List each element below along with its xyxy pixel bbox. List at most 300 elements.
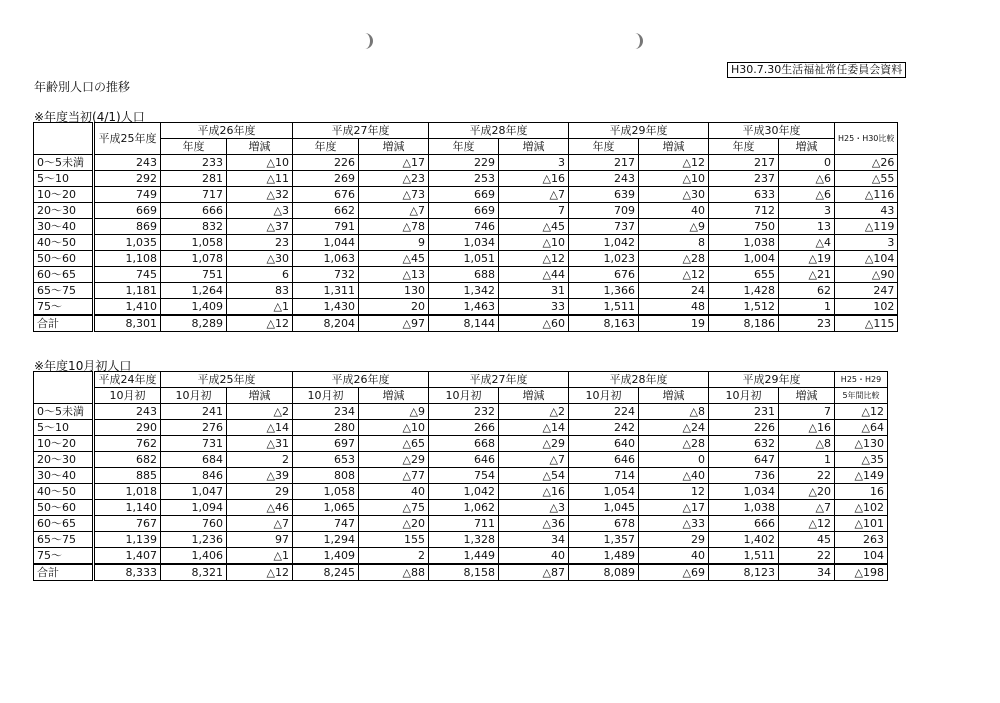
change-cell: △3: [499, 500, 569, 516]
population-cell: 8,204: [293, 315, 359, 332]
population-cell: 666: [161, 203, 227, 219]
age-group-cell: 20～30: [34, 203, 94, 219]
age-group-cell: 5～10: [34, 420, 94, 436]
base-value-cell: 1,139: [94, 532, 161, 548]
population-cell: 217: [569, 155, 639, 171]
population-cell: 714: [569, 468, 639, 484]
section2-title: ※年度10月初人口: [34, 359, 132, 373]
population-cell: 647: [709, 452, 779, 468]
base-value-cell: 1,018: [94, 484, 161, 500]
change-cell: 3: [499, 155, 569, 171]
age-group-cell: 20～30: [34, 452, 94, 468]
population-cell: 1,042: [429, 484, 499, 500]
comparison-cell: △149: [835, 468, 888, 484]
population-cell: 711: [429, 516, 499, 532]
population-cell: 266: [429, 420, 499, 436]
base-value-cell: 8,301: [94, 315, 161, 332]
population-cell: 1,078: [161, 251, 227, 267]
comparison-cell: △101: [835, 516, 888, 532]
base-value-cell: 682: [94, 452, 161, 468]
population-cell: 669: [429, 203, 499, 219]
change-cell: △2: [227, 404, 293, 420]
population-cell: 1,409: [161, 299, 227, 316]
population-cell: 1,357: [569, 532, 639, 548]
population-cell: 1,311: [293, 283, 359, 299]
change-cell: 1: [779, 299, 835, 316]
population-cell: 276: [161, 420, 227, 436]
population-cell: 754: [429, 468, 499, 484]
change-cell: △37: [227, 219, 293, 235]
change-cell: 48: [639, 299, 709, 316]
table-body: [34, 155, 898, 332]
age-group-cell: 65～75: [34, 532, 94, 548]
comparison-cell: △35: [835, 452, 888, 468]
year-header: 平成29年度: [709, 372, 835, 388]
year-header: 平成27年度: [429, 372, 569, 388]
change-cell: 33: [499, 299, 569, 316]
change-cell: 8: [639, 235, 709, 251]
change-cell: △4: [779, 235, 835, 251]
change-cell: △20: [779, 484, 835, 500]
change-cell: △14: [499, 420, 569, 436]
population-cell: 280: [293, 420, 359, 436]
population-cell: 736: [709, 468, 779, 484]
year-header: 平成26年度: [161, 123, 293, 139]
change-cell: △6: [779, 171, 835, 187]
population-cell: 747: [293, 516, 359, 532]
base-value-cell: 1,181: [94, 283, 161, 299]
population-cell: 231: [709, 404, 779, 420]
population-cell: 688: [429, 267, 499, 283]
population-cell: 666: [709, 516, 779, 532]
section1-title: ※年度当初(4/1)人口: [34, 110, 145, 124]
sub-header-change: 増減: [779, 388, 835, 404]
population-cell: 1,328: [429, 532, 499, 548]
sub-header-change: 増減: [359, 388, 429, 404]
sub-header-change: 増減: [779, 139, 835, 155]
base-value-cell: 1,108: [94, 251, 161, 267]
population-cell: 697: [293, 436, 359, 452]
change-cell: △10: [639, 171, 709, 187]
population-cell: 234: [293, 404, 359, 420]
population-cell: 1,236: [161, 532, 227, 548]
change-cell: △12: [639, 155, 709, 171]
age-group-cell: 0～5未満: [34, 155, 94, 171]
change-cell: △20: [359, 516, 429, 532]
sub-header-change: 増減: [639, 139, 709, 155]
population-cell: 281: [161, 171, 227, 187]
table-row: [34, 235, 898, 251]
sub-header-change: 増減: [499, 139, 569, 155]
age-group-cell: 30～40: [34, 219, 94, 235]
change-cell: △33: [639, 516, 709, 532]
age-group-cell: 65～75: [34, 283, 94, 299]
change-cell: △7: [359, 203, 429, 219]
corner-header: [34, 372, 94, 404]
change-cell: △19: [779, 251, 835, 267]
population-cell: 1,406: [161, 548, 227, 565]
change-cell: △30: [639, 187, 709, 203]
change-cell: 40: [499, 548, 569, 565]
population-cell: 832: [161, 219, 227, 235]
sub-header-value: 年度: [429, 139, 499, 155]
change-cell: △2: [499, 404, 569, 420]
change-cell: △7: [499, 187, 569, 203]
change-cell: △9: [359, 404, 429, 420]
base-value-cell: 749: [94, 187, 161, 203]
population-table-april: [33, 122, 898, 332]
population-cell: 233: [161, 155, 227, 171]
comparison-cell: △198: [835, 564, 888, 581]
population-cell: 750: [709, 219, 779, 235]
change-cell: △7: [499, 452, 569, 468]
comparison-cell: 43: [835, 203, 898, 219]
table-row: [34, 532, 888, 548]
population-cell: 1,038: [709, 500, 779, 516]
age-group-cell: 75～: [34, 548, 94, 565]
change-cell: 40: [639, 548, 709, 565]
base-value-cell: 885: [94, 468, 161, 484]
punch-hole-mark: [630, 33, 643, 49]
comparison-cell: △55: [835, 171, 898, 187]
age-group-cell: 30～40: [34, 468, 94, 484]
change-cell: 83: [227, 283, 293, 299]
change-cell: △9: [639, 219, 709, 235]
population-cell: 639: [569, 187, 639, 203]
base-value-cell: 290: [94, 420, 161, 436]
comparison-cell: △116: [835, 187, 898, 203]
sub-header-value: 年度: [709, 139, 779, 155]
change-cell: △46: [227, 500, 293, 516]
population-cell: 1,430: [293, 299, 359, 316]
population-cell: 242: [569, 420, 639, 436]
change-cell: △39: [227, 468, 293, 484]
comparison-cell: △12: [835, 404, 888, 420]
change-cell: △17: [639, 500, 709, 516]
change-cell: △75: [359, 500, 429, 516]
sub-header-change: 増減: [359, 139, 429, 155]
base-value-cell: 1,407: [94, 548, 161, 565]
age-group-cell: 0～5未満: [34, 404, 94, 420]
population-cell: 632: [709, 436, 779, 452]
comparison-cell: △115: [835, 315, 898, 332]
change-cell: △16: [779, 420, 835, 436]
population-cell: 668: [429, 436, 499, 452]
change-cell: 29: [227, 484, 293, 500]
population-cell: 1,054: [569, 484, 639, 500]
population-cell: 746: [429, 219, 499, 235]
change-cell: 97: [227, 532, 293, 548]
comparison-cell: 102: [835, 299, 898, 316]
change-cell: △12: [227, 564, 293, 581]
population-cell: 1,428: [709, 283, 779, 299]
change-cell: △44: [499, 267, 569, 283]
change-cell: △97: [359, 315, 429, 332]
base-value-cell: 1,035: [94, 235, 161, 251]
change-cell: △60: [499, 315, 569, 332]
sub-header-value: 10月初: [161, 388, 227, 404]
population-cell: 253: [429, 171, 499, 187]
sub-header-value: 年度: [293, 139, 359, 155]
population-cell: 640: [569, 436, 639, 452]
year-header: 平成27年度: [293, 123, 429, 139]
population-cell: 1,038: [709, 235, 779, 251]
population-cell: 8,089: [569, 564, 639, 581]
population-cell: 731: [161, 436, 227, 452]
change-cell: 7: [779, 404, 835, 420]
change-cell: 40: [639, 203, 709, 219]
base-value-cell: 1,140: [94, 500, 161, 516]
change-cell: 9: [359, 235, 429, 251]
population-cell: 846: [161, 468, 227, 484]
change-cell: △28: [639, 436, 709, 452]
change-cell: △45: [359, 251, 429, 267]
population-cell: 1,063: [293, 251, 359, 267]
sub-header-value: 10月初: [293, 388, 359, 404]
population-cell: 226: [293, 155, 359, 171]
change-cell: △7: [779, 500, 835, 516]
population-cell: 655: [709, 267, 779, 283]
population-cell: 1,062: [429, 500, 499, 516]
change-cell: 6: [227, 267, 293, 283]
table-row: [34, 452, 888, 468]
population-cell: 8,123: [709, 564, 779, 581]
change-cell: △40: [639, 468, 709, 484]
age-group-cell: 50～60: [34, 500, 94, 516]
change-cell: 45: [779, 532, 835, 548]
sub-header-value: 年度: [569, 139, 639, 155]
population-cell: 1,023: [569, 251, 639, 267]
change-cell: 22: [779, 468, 835, 484]
change-cell: △23: [359, 171, 429, 187]
population-cell: 8,245: [293, 564, 359, 581]
table-row: [34, 251, 898, 267]
comparison-cell: △119: [835, 219, 898, 235]
base-year-header: 平成25年度: [94, 123, 161, 155]
age-group-cell: 40～50: [34, 235, 94, 251]
age-group-cell: 10～20: [34, 436, 94, 452]
change-cell: △1: [227, 548, 293, 565]
population-cell: 1,034: [709, 484, 779, 500]
change-cell: 23: [779, 315, 835, 332]
population-cell: 676: [569, 267, 639, 283]
change-cell: △10: [499, 235, 569, 251]
change-cell: 13: [779, 219, 835, 235]
population-cell: 1,051: [429, 251, 499, 267]
comparison-cell: △102: [835, 500, 888, 516]
page-title: 年齢別人口の推移: [34, 80, 131, 94]
change-cell: 0: [779, 155, 835, 171]
change-cell: 34: [499, 532, 569, 548]
change-cell: 12: [639, 484, 709, 500]
change-cell: 155: [359, 532, 429, 548]
change-cell: △12: [499, 251, 569, 267]
population-cell: 646: [429, 452, 499, 468]
population-cell: 217: [709, 155, 779, 171]
base-value-cell: 1,410: [94, 299, 161, 316]
base-value-cell: 243: [94, 155, 161, 171]
population-cell: 1,449: [429, 548, 499, 565]
year-header: 平成28年度: [429, 123, 569, 139]
change-cell: △8: [779, 436, 835, 452]
population-cell: 1,512: [709, 299, 779, 316]
comparison-cell: 16: [835, 484, 888, 500]
change-cell: △12: [227, 315, 293, 332]
population-cell: 224: [569, 404, 639, 420]
population-cell: 229: [429, 155, 499, 171]
sub-header-change: 増減: [499, 388, 569, 404]
population-cell: 751: [161, 267, 227, 283]
base-value-cell: 8,333: [94, 564, 161, 581]
change-cell: 22: [779, 548, 835, 565]
population-cell: 232: [429, 404, 499, 420]
change-cell: 0: [639, 452, 709, 468]
change-cell: 20: [359, 299, 429, 316]
base-value-cell: 745: [94, 267, 161, 283]
age-group-cell: 10～20: [34, 187, 94, 203]
population-cell: 226: [709, 420, 779, 436]
population-cell: 1,058: [161, 235, 227, 251]
population-cell: 269: [293, 171, 359, 187]
population-cell: 791: [293, 219, 359, 235]
change-cell: 2: [227, 452, 293, 468]
population-cell: 1,042: [569, 235, 639, 251]
population-cell: 1,034: [429, 235, 499, 251]
population-cell: 8,186: [709, 315, 779, 332]
population-cell: 241: [161, 404, 227, 420]
comparison-cell: 247: [835, 283, 898, 299]
population-cell: 678: [569, 516, 639, 532]
population-cell: 1,489: [569, 548, 639, 565]
population-cell: 1,463: [429, 299, 499, 316]
change-cell: 7: [499, 203, 569, 219]
table-row: [34, 500, 888, 516]
sub-header-value: 年度: [161, 139, 227, 155]
table-row: [34, 548, 888, 565]
population-cell: 1,094: [161, 500, 227, 516]
age-group-cell: 60～65: [34, 516, 94, 532]
comparison-cell: △130: [835, 436, 888, 452]
total-row: [34, 564, 888, 581]
population-cell: 760: [161, 516, 227, 532]
population-cell: 1,366: [569, 283, 639, 299]
change-cell: △14: [227, 420, 293, 436]
year-header: 平成28年度: [569, 372, 709, 388]
change-cell: △36: [499, 516, 569, 532]
change-cell: △21: [779, 267, 835, 283]
change-cell: △31: [227, 436, 293, 452]
change-cell: △11: [227, 171, 293, 187]
table-row: [34, 484, 888, 500]
change-cell: △29: [359, 452, 429, 468]
population-cell: 1,402: [709, 532, 779, 548]
change-cell: △77: [359, 468, 429, 484]
sub-header-value: 10月初: [429, 388, 499, 404]
change-cell: △13: [359, 267, 429, 283]
population-cell: 1,511: [569, 299, 639, 316]
base-value-cell: 243: [94, 404, 161, 420]
table-row: [34, 420, 888, 436]
table-row: [34, 516, 888, 532]
comparison-cell: △104: [835, 251, 898, 267]
change-cell: △12: [639, 267, 709, 283]
change-cell: △12: [779, 516, 835, 532]
age-group-cell: 75～: [34, 299, 94, 316]
base-value-cell: 292: [94, 171, 161, 187]
change-cell: 62: [779, 283, 835, 299]
change-cell: △32: [227, 187, 293, 203]
table-row: [34, 203, 898, 219]
table-row: [34, 171, 898, 187]
table-row: [34, 404, 888, 420]
population-cell: 1,004: [709, 251, 779, 267]
year-header: 平成25年度: [161, 372, 293, 388]
base-value-cell: 669: [94, 203, 161, 219]
change-cell: △24: [639, 420, 709, 436]
change-cell: △10: [359, 420, 429, 436]
population-cell: 633: [709, 187, 779, 203]
change-cell: 1: [779, 452, 835, 468]
table-row: [34, 436, 888, 452]
change-cell: △88: [359, 564, 429, 581]
table-row: [34, 219, 898, 235]
population-cell: 243: [569, 171, 639, 187]
comparison-header-line1: H25・H29: [835, 372, 888, 388]
comparison-header-line2: 5年間比較: [835, 388, 888, 404]
population-cell: 653: [293, 452, 359, 468]
change-cell: △65: [359, 436, 429, 452]
change-cell: △10: [227, 155, 293, 171]
change-cell: △16: [499, 484, 569, 500]
change-cell: 130: [359, 283, 429, 299]
table-row: [34, 283, 898, 299]
age-group-cell: 5～10: [34, 171, 94, 187]
change-cell: △29: [499, 436, 569, 452]
comparison-cell: 3: [835, 235, 898, 251]
change-cell: △3: [227, 203, 293, 219]
population-cell: 237: [709, 171, 779, 187]
total-row: [34, 315, 898, 332]
age-group-cell: 合計: [34, 315, 94, 332]
population-cell: 1,342: [429, 283, 499, 299]
age-group-cell: 60～65: [34, 267, 94, 283]
change-cell: 24: [639, 283, 709, 299]
change-cell: △8: [639, 404, 709, 420]
base-value-cell: 762: [94, 436, 161, 452]
population-cell: 737: [569, 219, 639, 235]
table-row: [34, 299, 898, 316]
change-cell: △69: [639, 564, 709, 581]
comparison-cell: 104: [835, 548, 888, 565]
population-cell: 8,163: [569, 315, 639, 332]
document-label: H30.7.30生活福祉常任委員会資料: [727, 62, 906, 78]
population-cell: 8,289: [161, 315, 227, 332]
table-row: [34, 187, 898, 203]
comparison-cell: △90: [835, 267, 898, 283]
change-cell: △73: [359, 187, 429, 203]
sub-header-change: 増減: [639, 388, 709, 404]
population-cell: 709: [569, 203, 639, 219]
population-cell: 676: [293, 187, 359, 203]
change-cell: △6: [779, 187, 835, 203]
comparison-cell: △26: [835, 155, 898, 171]
comparison-cell: △64: [835, 420, 888, 436]
table-row: [34, 155, 898, 171]
change-cell: 19: [639, 315, 709, 332]
change-cell: 3: [779, 203, 835, 219]
change-cell: 23: [227, 235, 293, 251]
age-group-cell: 40～50: [34, 484, 94, 500]
